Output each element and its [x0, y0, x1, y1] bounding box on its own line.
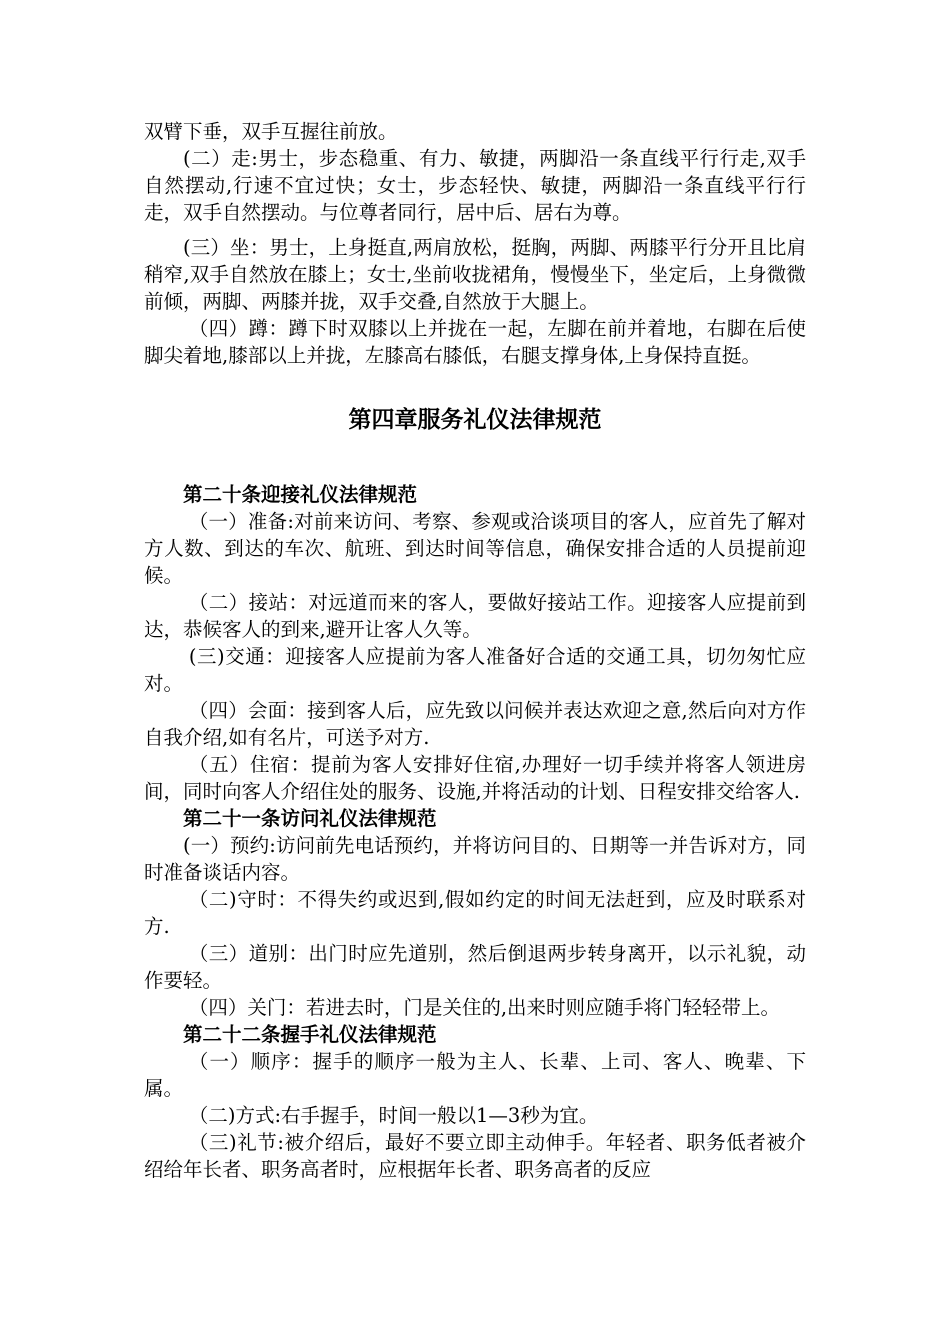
article-item: （一）准备:对前来访问、考察、参观或洽谈项目的客人，应首先了解对方人数、到达的车次、航班、到达时间等信息，确保安排合适的人员提前迎候。: [144, 510, 806, 587]
article-item: （二）接站：对远道而来的客人，要做好接站工作。迎接客人应提前到达，恭候客人的到来,避开让客人久等。: [144, 591, 806, 641]
article-22: [144, 1021, 806, 1183]
intro-paragraph-sit: (三）坐：男士，上身挺直,两肩放松，挺胸，两脚、两膝平行分开且比肩稍窄,双手自然放在膝上；女士,坐前收拢裙角，慢慢坐下，坐定后，上身微微前倾，两脚、两膝并拢，双手交叠,自然放于大腿上。: [144, 236, 806, 313]
article-item: （二)守时：不得失约或迟到,假如约定的时间无法赶到，应及时联系对方.: [144, 888, 806, 938]
article-item: （五）住宿：提前为客人安排好住宿,办理好一切手续并将客人领进房间，同时向客人介绍住处的服务、设施,并将活动的计划、日程安排交给客人.: [144, 753, 806, 803]
article-title: 第二十条迎接礼仪法律规范: [183, 483, 418, 506]
article-item: （三）道别：出门时应先道别，然后倒退两步转身离开，以示礼貌，动作要轻。: [144, 942, 806, 992]
article-item: (三)交通：迎接客人应提前为客人准备好合适的交通工具，切勿匆忙应对。: [144, 645, 806, 695]
article-title: 第二十一条访问礼仪法律规范: [183, 807, 437, 830]
article-item: （一）顺序：握手的顺序一般为主人、长辈、上司、客人、晚辈、下属。: [144, 1050, 806, 1100]
intro-section: [144, 118, 806, 369]
article-item: (一）预约:访问前先电话预约，并将访问目的、日期等一并告诉对方，同时准备谈话内容。: [144, 834, 806, 884]
intro-line-0: 双臂下垂，双手互握往前放。: [144, 120, 398, 143]
article-item: （四）关门：若进去时，门是关住的,出来时则应随手将门轻轻带上。: [188, 996, 781, 1019]
chapter-title: 第四章服务礼仪法律规范: [348, 406, 602, 433]
article-item: （二)方式:右手握手，时间一般以1—3秒为宜。: [188, 1104, 599, 1127]
article-title: 第二十二条握手礼仪法律规范: [183, 1023, 437, 1046]
intro-paragraph-walk: (二）走:男士，步态稳重、有力、敏捷，两脚沿一条直线平行行走,双手自然摆动,行速不宜过快；女士，步态轻快、敏捷，两脚沿一条直线平行行走，双手自然摆动。与位尊者同行，居中后、居右为尊。: [144, 147, 806, 224]
article-item: （四）会面：接到客人后，应先致以问候并表达欢迎之意,然后向对方作自我介绍,如有名片，可送予对方.: [144, 699, 806, 749]
article-item: （三)礼节:被介绍后，最好不要立即主动伸手。年轻者、职务低者被介绍给年长者、职务高者时，应根据年长者、职务高者的反应: [144, 1131, 806, 1181]
intro-paragraph-squat: （四）蹲：蹲下时双膝以上并拢在一起，左脚在前并着地，右脚在后使脚尖着地,膝部以上并拢，左膝高右膝低，右腿支撑身体,上身保持直挺。: [144, 317, 806, 367]
article-21: [144, 805, 806, 1021]
article-20: [144, 481, 806, 805]
